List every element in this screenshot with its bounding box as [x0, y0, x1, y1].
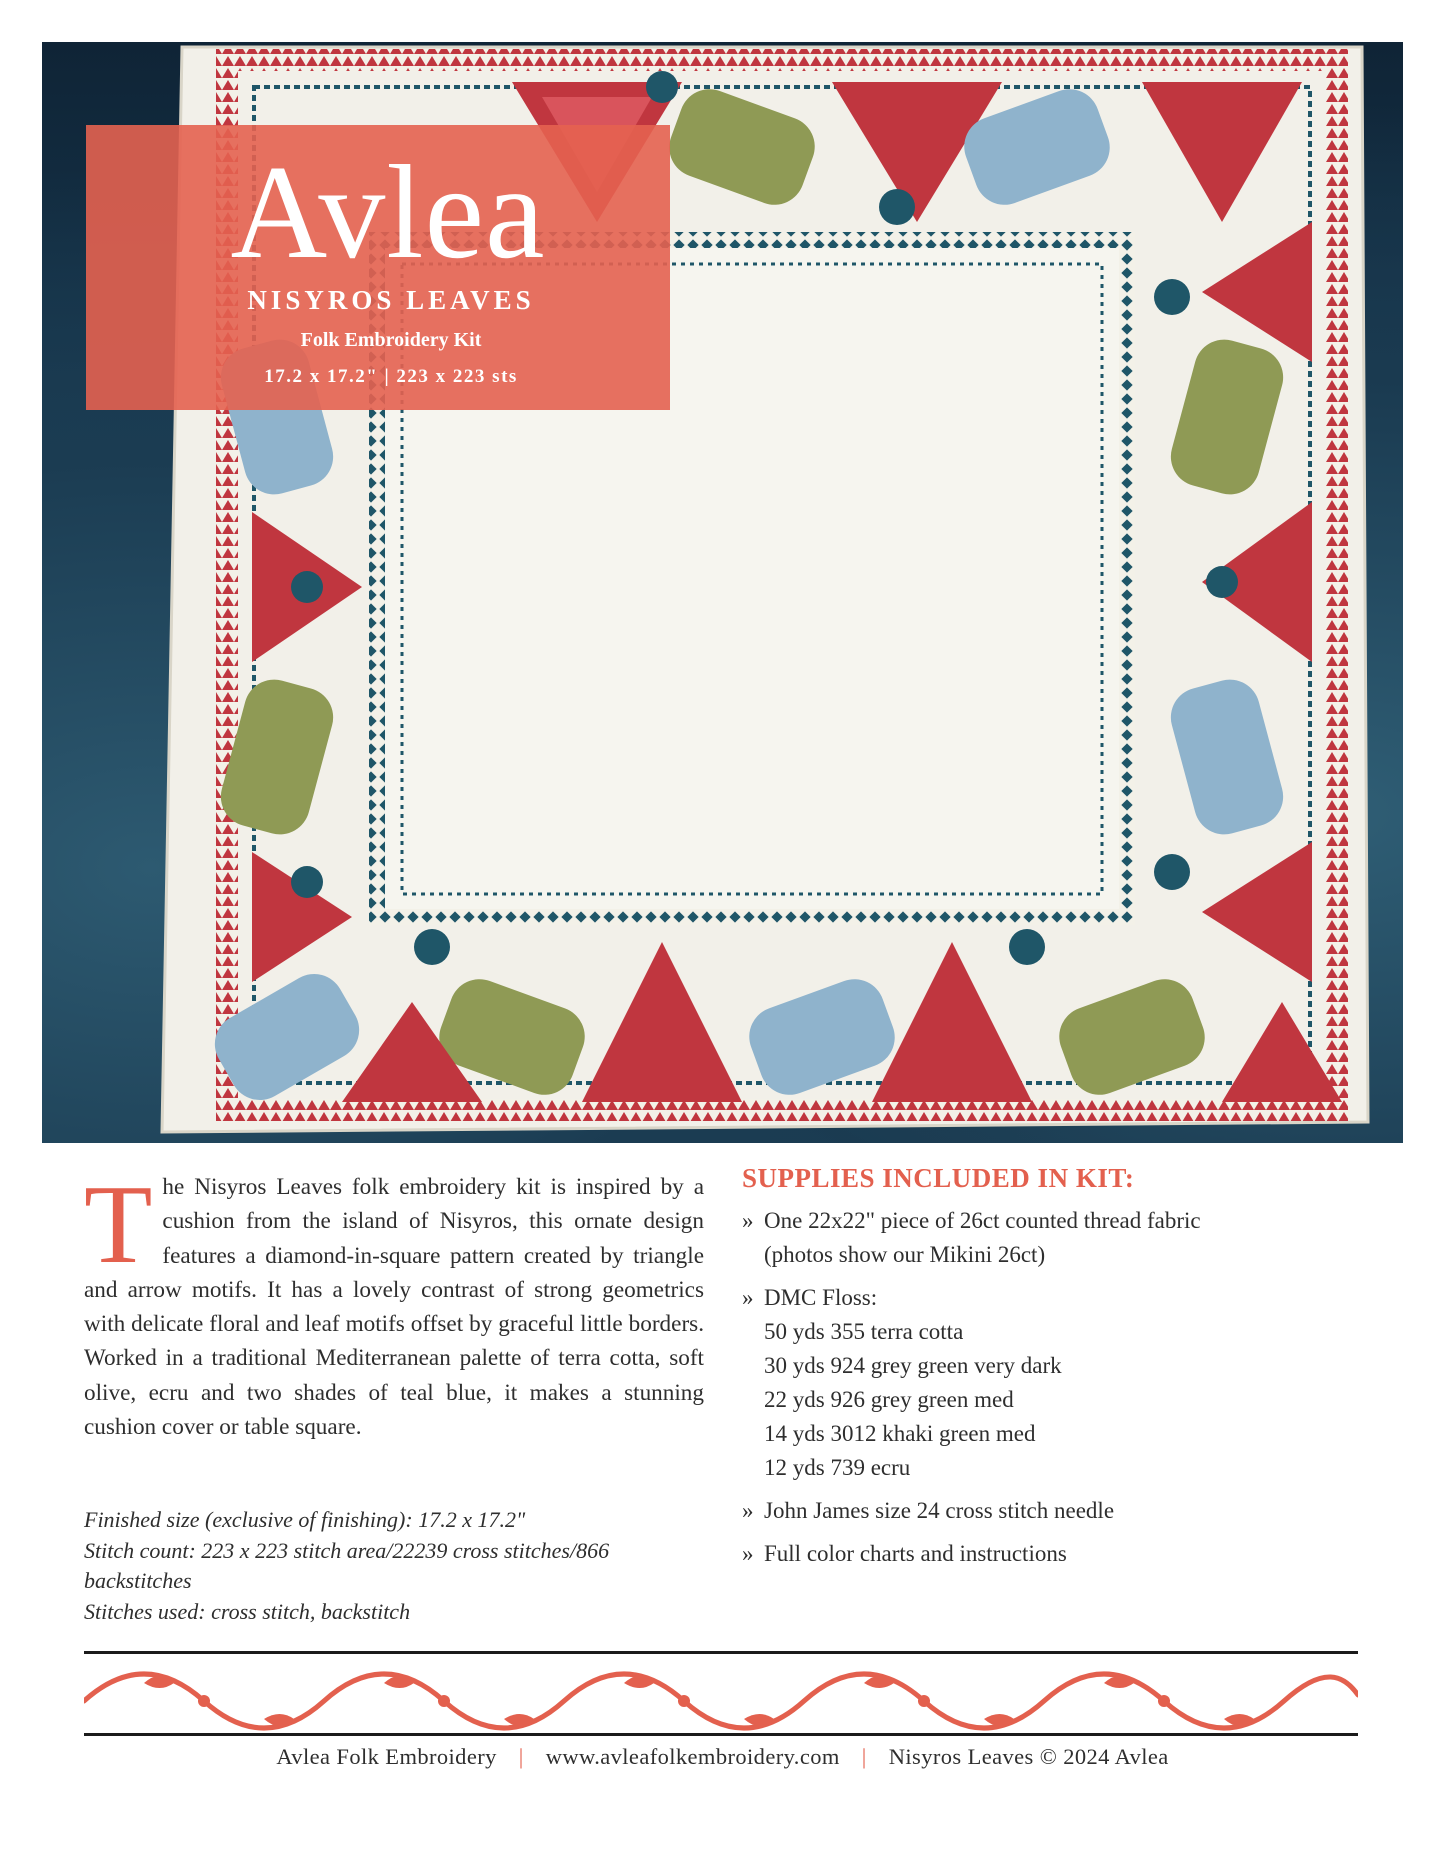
bullet-icon: » [742, 1541, 754, 1566]
floss-item: 30 yds 924 grey green very dark [764, 1353, 1062, 1378]
footer-website-link[interactable]: www.avleafolkembroidery.com [545, 1744, 840, 1769]
title-badge [86, 125, 670, 410]
stitch-count: Stitch count: 223 x 223 stitch area/22239 cross stitches/866 backstitches [84, 1537, 610, 1593]
intro-paragraph [84, 1163, 704, 1444]
supplies-heading: SUPPLIES INCLUDED IN KIT: [742, 1163, 1135, 1193]
top-rule [84, 1651, 1358, 1654]
supply-needle [742, 1494, 1382, 1528]
fabric-line-1: One 22x22" piece of 26ct counted thread fabric [764, 1208, 1201, 1233]
finished-size: Finished size (exclusive of finishing): 17.2 x 17.2" [84, 1507, 526, 1532]
footer-company: Avlea Folk Embroidery [276, 1744, 497, 1769]
bullet-icon: » [742, 1208, 754, 1233]
floss-item: 22 yds 926 grey green med [764, 1387, 1014, 1412]
intro-text: he Nisyros Leaves folk embroidery kit is inspired by a cushion from the island of Nisyros, this ornate design features a diamond-in-square pattern created by triangle and arrow motifs. It has a lovely contrast of strong geometrics with delicate floral and leaf motifs offset by graceful little borders. Worked in a traditional Mediterranean palette of terra cotta, soft olive, ecru and two shades of teal blue, it makes a stunning cushion cover or table square. [84, 1174, 704, 1441]
charts-text: Full color charts and instructions [764, 1541, 1067, 1566]
footer-separator: | [518, 1744, 524, 1769]
specs-block [84, 1505, 714, 1627]
floss-item: 50 yds 355 terra cotta [764, 1319, 964, 1344]
product-photo [42, 42, 1403, 1143]
floss-item: 14 yds 3012 khaki green med [764, 1421, 1036, 1446]
bottom-rule [84, 1733, 1358, 1736]
supply-charts [742, 1537, 1382, 1571]
bullet-icon: » [742, 1498, 754, 1523]
footer-copyright: Nisyros Leaves © 2024 Avlea [888, 1744, 1169, 1769]
supply-fabric [742, 1204, 1382, 1272]
kit-type: Folk Embroidery Kit [300, 329, 482, 351]
floss-heading: DMC Floss: [764, 1285, 878, 1310]
scroll-border-ornament [84, 1665, 1358, 1737]
kit-dimensions: 17.2 x 17.2" | 223 x 223 sts [264, 366, 518, 387]
supply-floss [742, 1281, 1382, 1485]
stitches-used: Stitches used: cross stitch, backstitch [84, 1598, 411, 1624]
footer-separator: | [861, 1744, 867, 1769]
bullet-icon: » [742, 1285, 754, 1310]
drop-cap: T [84, 1163, 153, 1287]
footer [0, 1744, 1445, 1770]
supplies-section [742, 1163, 1382, 1580]
brand-title: Avlea [230, 138, 546, 286]
needle-text: John James size 24 cross stitch needle [764, 1498, 1115, 1523]
pattern-name: NISYROS LEAVES [247, 285, 535, 315]
fabric-line-2: (photos show our Mikini 26ct) [764, 1242, 1046, 1267]
floss-item: 12 yds 739 ecru [764, 1455, 911, 1480]
